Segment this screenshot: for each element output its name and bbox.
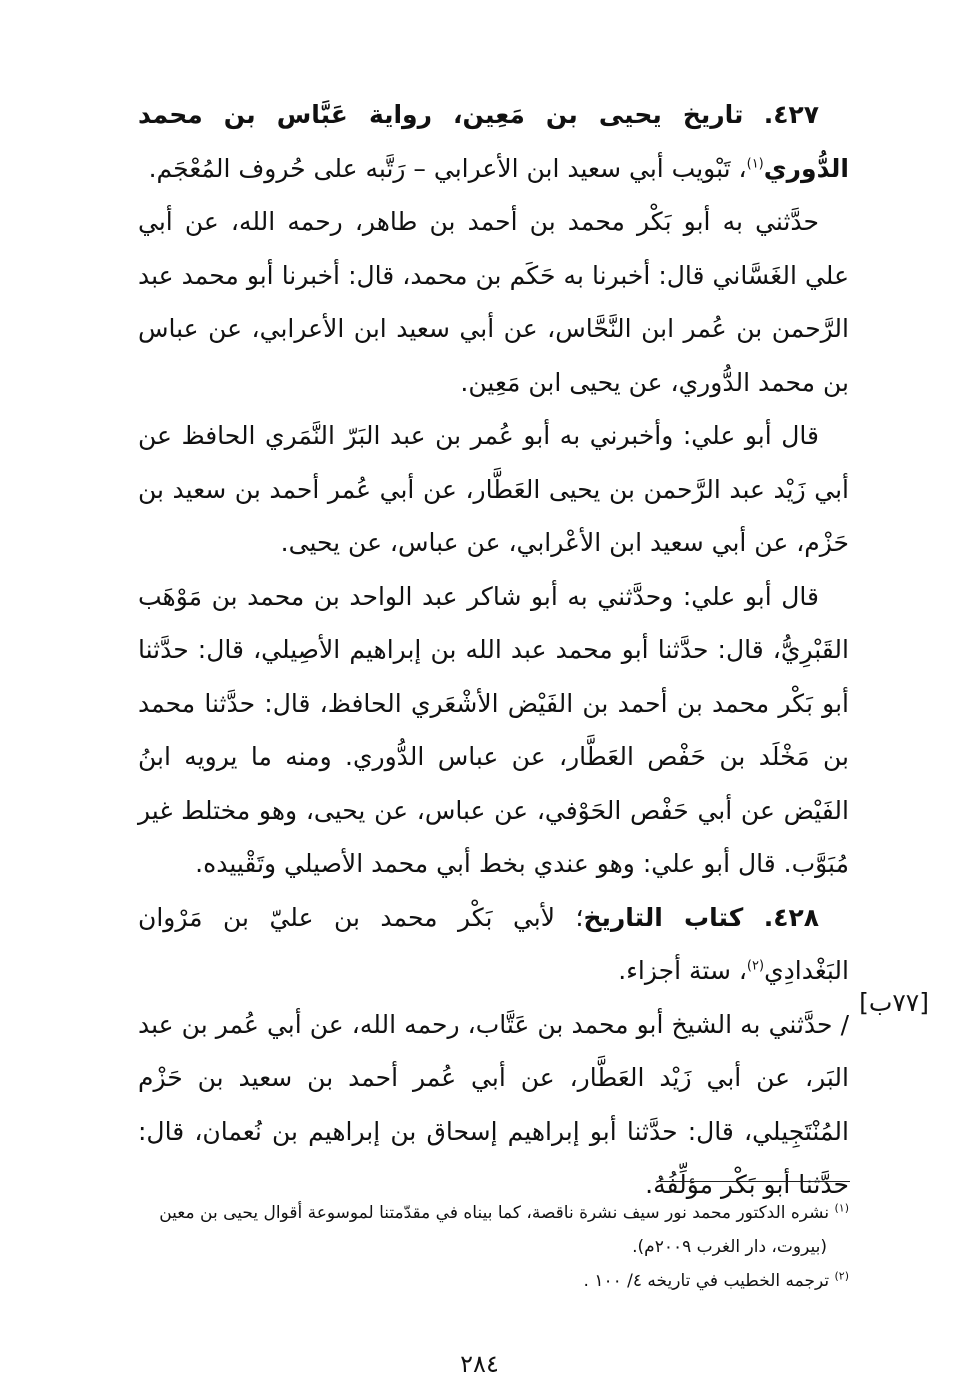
footnote-text: ترجمه الخطيب في تاريخه ٤/ ١٠٠ . [583,1271,830,1291]
entry-number: ٤٢٧. [763,100,819,129]
entry-427-paragraph-1: حدَّثني به أبو بَكْر محمد بن أحمد بن طاهر، رحمه الله، عن أبي علي الغَسَّاني قال: أخبرنا به حَكَم بن محمد، قال: أخبرنا أبو محمد عبد الرَّحمن بن عُمر ابن النَّحَّاس، عن أبي سعيد ابن الأعرابي، عن عباس بن محمد الدُّوري، عن يحيى ابن مَعِين. [138,207,849,397]
footnote-2 [138,1264,849,1298]
manuscript-folio-note: [٧٧ب] [859,988,929,1017]
footnote-1 [138,1196,849,1230]
footnote-ref-2[interactable]: (٢) [746,958,765,974]
entry-title: تاريخ يحيى بن مَعِين، رواية عَبَّاس بن محمد الدُّوري [138,100,849,183]
footnote-divider [660,1181,850,1182]
entry-title-rest: ، تَبْويب أبي سعيد ابن الأعرابي – رَتَّبه على حُروف المُعْجَم. [148,153,747,183]
entry-428-heading [138,891,849,998]
footnote-mark: (٢) [834,1269,849,1283]
entry-427-heading [138,88,849,195]
entry-title-rest: ؛ لأبي بَكْر محمد بن عليّ بن مَرْوان البَغْدادِي [138,902,849,985]
entry-428-paragraph-1: / حدَّثني به الشيخ أبو محمد بن عَتَّاب، رحمه الله، عن أبي عُمر بن عبد البَر، عن أبي زَيْد العَطَّار، عن أبي عُمر أحمد بن سعيد بن حَزْم المُنْتَجِيلي، قال: حدَّثنا أبو إبراهيم إسحاق بن إبراهيم بن نُعمان، قال: حدَّثنا أبو بَكْر مؤلِّفُهُ. [138,1009,849,1199]
entry-title: كتاب التاريخ [583,902,744,932]
footnote-mark: (١) [834,1201,849,1215]
footnote-ref-1[interactable]: (١) [746,156,764,172]
page-number: ٢٨٤ [460,1350,499,1378]
entry-427-paragraph-2: قال أبو علي: وأخبرني به أبو عُمر بن عبد البَرّ النَّمَري الحافظ عن أبي زَيْد عبد الرَّحمن بن يحيى العَطَّار، عن أبي عُمر أحمد بن سعيد بن حَزْم، عن أبي سعيد ابن الأعْرابي، عن عباس، عن يحيى. [138,421,849,557]
footnotes [138,1196,849,1298]
entry-title-rest-2: ، ستة أجزاء. [618,956,747,985]
footnote-text: نشره الدكتور محمد نور سيف نشرة ناقصة، كما بيناه في مقدّمتنا لموسوعة أقوال يحيى بن معين [159,1203,830,1223]
entry-427-paragraph-3: قال أبو علي: وحدَّثني به أبو شاكر عبد الواحد بن محمد بن مَوْهَب القَبْرِيُّ، قال: حدَّثنا أبو محمد عبد الله بن إبراهيم الأصِيلي، قال: حدَّثنا أبو بَكْر محمد بن أحمد بن الفَيْض الأشْعَري الحافظ، قال: حدَّثنا محمد بن مَخْلَد بن حَفْص العَطَّار، عن عباس الدُّوري. ومنه ما يرويه ابنُ الفَيْض عن أبي حَفْص الحَوْفي، عن عباس، عن يحيى، وهو مختلط غير مُبَوَّب. قال أبو علي: وهو عندي بخط أبي محمد الأصيلي وتَقْييده. [138,581,849,878]
entry-number: ٤٢٨. [763,902,819,932]
footnote-1-continuation: (بيروت، دار الغرب ٢٠٠٩م). [632,1237,827,1257]
